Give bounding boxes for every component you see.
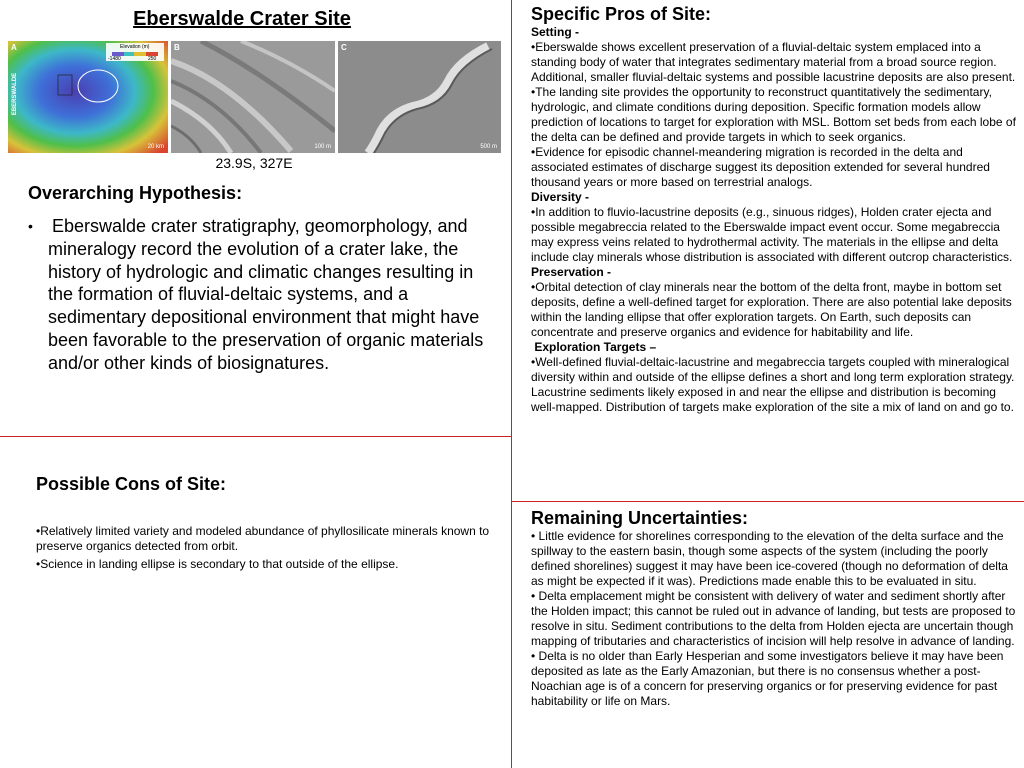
setting-item: •Eberswalde shows excellent preservation of a fluvial-deltaic system emplaced into a standing body of water that integrates sedimentary material from a broad source region. Additional, smaller fluvial-deltaic systems and possible lacustrine deposits are also present.: [531, 40, 1016, 84]
uncertainties-heading: Remaining Uncertainties:: [531, 508, 749, 528]
cons-list: [36, 524, 496, 575]
diversity-item: •In addition to fluvio-lacustrine deposits (e.g., sinuous ridges), Holden crater ejecta and possible megabreccia related to the Eberswalde impact event occur. Some megabreccia may express veins related to hydrothermal activity. The materials in the ellipse and delta include clay minerals whose distribution is associated with different outcrop characteristics.: [531, 205, 1013, 264]
cons-heading: Possible Cons of Site:: [36, 474, 227, 494]
channel-graphic: [338, 41, 501, 153]
setting-label: Setting -: [531, 25, 579, 39]
exploration-item: •Well-defined fluvial-deltaic-lacustrine and megabreccia targets coupled with mineralogical diversity within and outside of the ellipse defines a short and long term exploration strategy. Lacustrine sediments likely exposed in and near the ellipse and distribution is becoming well-mapped. Distribution of targets make exploration of the site a mix of land on and go to.: [531, 355, 1015, 414]
map-side-label: EBERSWALDE: [12, 72, 19, 116]
left-section-divider: [0, 436, 511, 437]
delta-layers-graphic: [171, 41, 335, 153]
legend-min: -1480: [108, 56, 121, 62]
elevation-map-graphic: [8, 41, 168, 153]
channel-image: [338, 41, 501, 153]
pros-heading: Specific Pros of Site:: [531, 4, 712, 24]
diversity-label: Diversity -: [531, 190, 590, 204]
page-title: Eberswalde Crater Site: [133, 8, 351, 30]
panel-a-label: A: [11, 43, 17, 52]
uncertainty-item: • Delta emplacement might be consistent with delivery of water and sediment shortly after the Holden impact; this cannot be ruled out in advance of landing, but tests are proposed to resolve in situ. Sediment contributions to the delta from Holden ejecta are uncertain though mapping of tributaries and characteristics of incision will help resolve in advance of landing.: [531, 589, 1016, 648]
panel-c-label: C: [341, 43, 347, 52]
panel-b-label: B: [174, 43, 180, 52]
uncertainty-item: • Delta is no older than Early Hesperian and some investigators believe it may have been deposited as late as the Early Amazonian, but there is no consensus whether a post-Noachian age is of a concern for preserving organics or for preserving evidence for past habitability or life on Mars.: [531, 649, 1004, 708]
legend-title: Elevation (m): [120, 44, 150, 50]
uncertainties-section: [531, 507, 1017, 709]
preservation-item: •Orbital detection of clay minerals near the bottom of the delta front, maybe in bottom set deposits, define a well-defined target for exploration. There are also potential lake deposits within the landing ellipse that offer exploration targets. On Earth, such deposits can concentrate and preserve organics and evidence for habitability and life.: [531, 280, 1012, 339]
exploration-label: Exploration Targets –: [531, 340, 657, 354]
hypothesis-bullet: •: [28, 218, 33, 234]
center-divider: [511, 0, 512, 768]
setting-item: •Evidence for episodic channel-meandering migration is recorded in the delta and associated estimates of discharge suggest its deposition extended for several hundred thousand years or more based on terrestrial analogs.: [531, 145, 990, 189]
pros-section: [531, 3, 1017, 415]
uncertainty-item: • Little evidence for shorelines corresponding to the elevation of the delta surface and the spillway to the eastern basin, though some aspects of the system (including the poorly defined shorelines) suggest it may have been ice-covered (though no deformation of delta as might be expected if it was). Predictions made enable this to be evaluated in situ.: [531, 529, 1008, 588]
elevation-map-image: [8, 41, 168, 153]
delta-layers-image: [171, 41, 335, 153]
cons-item: •Relatively limited variety and modeled abundance of phyllosilicate minerals known to preserve organics detected from orbit.: [36, 524, 490, 553]
hypothesis-body: [28, 215, 492, 375]
site-coordinates: 23.9S, 327E: [215, 155, 293, 171]
hypothesis-text: Eberswalde crater stratigraphy, geomorphology, and mineralogy record the evolution of a crater lake, the history of hydrologic and climatic changes resulting in the formation of fluvial-deltaic systems, and a sedimentary depositional environment that might have been favorable to the preservation of organic materials and/or other kinds of biosignatures.: [48, 216, 484, 373]
cons-item: •Science in landing ellipse is secondary to that outside of the ellipse.: [36, 557, 399, 571]
panel-a-scale: 20 km: [147, 144, 164, 150]
legend-max: 250: [148, 56, 157, 62]
right-section-divider: [511, 501, 1024, 502]
panel-b-scale: 100 m: [314, 144, 331, 150]
preservation-label: Preservation -: [531, 265, 612, 279]
setting-item: •The landing site provides the opportunity to reconstruct quantitatively the sedimentary, hydrologic, and climate conditions during deposition. Specific formation models allow prediction of locations to target for exploration with MSL. Bottom set beds from each lobe of the delta can be defined and provide targets in which to seek organics.: [531, 85, 1016, 144]
image-strip: [8, 41, 504, 153]
panel-c-scale: 500 m: [480, 144, 497, 150]
hypothesis-heading: Overarching Hypothesis:: [28, 183, 243, 203]
